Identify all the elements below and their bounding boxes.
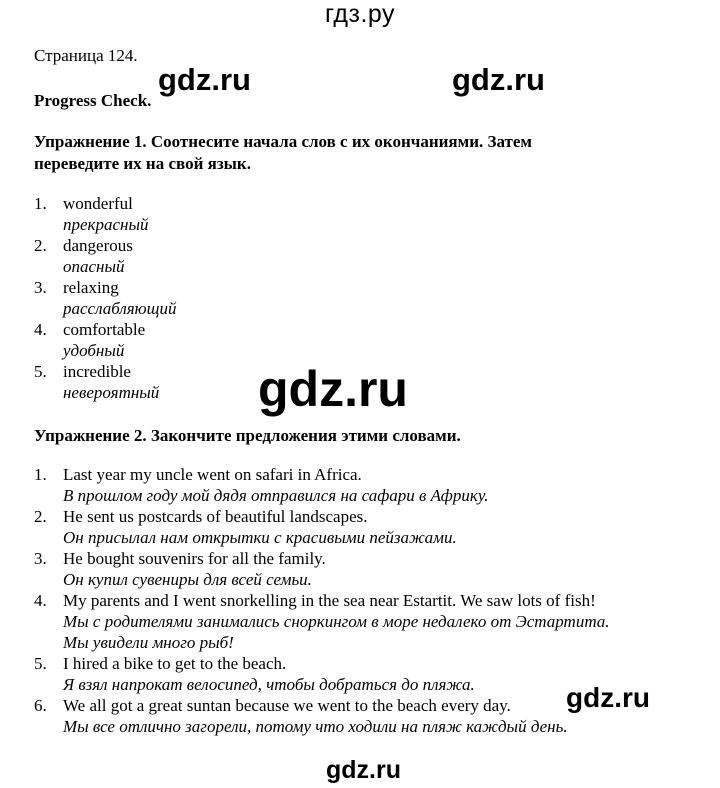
list-number: 3. xyxy=(34,549,47,568)
watermark: gdz.ru xyxy=(258,361,408,417)
page-number: Страница 124. xyxy=(34,46,138,65)
list-item-en: dangerous xyxy=(63,236,133,255)
list-item-ru: Мы все отлично загорели, потому что ходили на пляж каждый день. xyxy=(63,717,568,736)
list-item-en: We all got a great suntan because we went to the beach every day. xyxy=(63,696,511,715)
list-item-ru: невероятный xyxy=(63,383,160,402)
watermark: gdz.ru xyxy=(452,62,545,97)
list-item-ru: Я взял напрокат велосипед, чтобы добраться до пляжа. xyxy=(63,675,475,694)
site-header: гдз.ру xyxy=(324,0,396,28)
list-number: 3. xyxy=(34,278,47,297)
list-item-ru: Он присылал нам открытки с красивыми пейзажами. xyxy=(63,528,457,547)
list-number: 6. xyxy=(34,696,47,715)
list-number: 2. xyxy=(34,236,47,255)
list-item-en: He bought souvenirs for all the family. xyxy=(63,549,326,568)
list-item-en: comfortable xyxy=(63,320,146,339)
list-number: 5. xyxy=(34,362,47,381)
list-number: 1. xyxy=(34,465,47,484)
exercise1-title-line1: Упражнение 1. Соотнесите начала слов с их окончаниями. Затем xyxy=(34,132,533,151)
list-number: 5. xyxy=(34,654,47,673)
watermark: gdz.ru xyxy=(326,756,401,784)
watermark: gdz.ru xyxy=(566,682,650,713)
list-item-en: relaxing xyxy=(63,278,119,297)
section-title: Progress Check. xyxy=(34,91,152,110)
list-item-ru: опасный xyxy=(63,257,125,276)
list-item-ru: Мы увидели много рыб! xyxy=(63,633,234,652)
watermark: gdz.ru xyxy=(158,62,251,97)
list-item-ru: Он купил сувениры для всей семьи. xyxy=(63,570,312,589)
list-number: 1. xyxy=(34,194,47,213)
list-number: 2. xyxy=(34,507,47,526)
list-item-en: Last year my uncle went on safari in Africa. xyxy=(63,465,362,484)
list-item-en: My parents and I went snorkelling in the sea near Estartit. We saw lots of fish! xyxy=(63,591,596,610)
list-item-en: wonderful xyxy=(63,194,133,213)
list-item-ru: прекрасный xyxy=(63,215,149,234)
list-number: 4. xyxy=(34,591,47,610)
list-item-ru: В прошлом году мой дядя отправился на сафари в Африку. xyxy=(63,486,489,505)
list-item-ru: удобный xyxy=(63,341,125,360)
list-item-en: He sent us postcards of beautiful landscapes. xyxy=(63,507,368,526)
list-item-en: I hired a bike to get to the beach. xyxy=(63,654,287,673)
list-item-ru: Мы с родителями занимались сноркингом в море недалеко от Эстартита. xyxy=(63,612,610,631)
exercise2-title: Упражнение 2. Закончите предложения этими словами. xyxy=(34,426,461,445)
list-item-en: incredible xyxy=(63,362,131,381)
list-item-ru: расслабляющий xyxy=(63,299,177,318)
list-number: 4. xyxy=(34,320,47,339)
exercise1-title-line2: переведите их на свой язык. xyxy=(34,154,251,173)
